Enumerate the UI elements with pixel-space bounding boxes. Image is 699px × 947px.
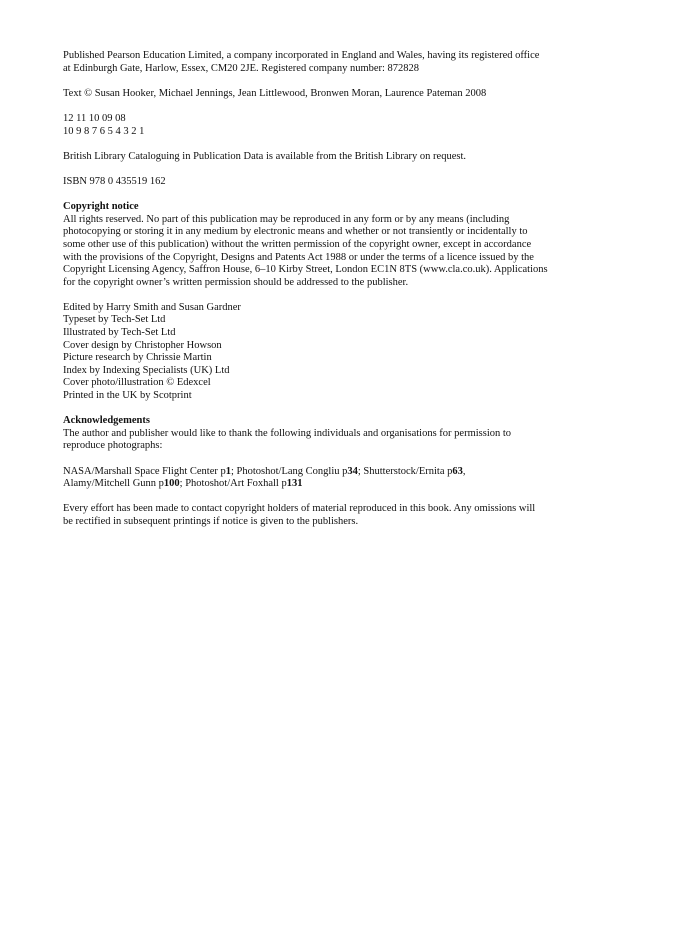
acknowledgements-intro-line: The author and publisher would like to thank the following individuals and organisations for permission to: [63, 427, 512, 439]
credit-line: Index by Indexing Specialists (UK) Ltd: [63, 364, 230, 376]
photo-credit-page: 63: [452, 465, 463, 477]
photo-credit: [63, 466, 237, 477]
photo-credit-page: 131: [286, 478, 303, 490]
credit-line: Printed in the UK by Scotprint: [63, 390, 192, 402]
acknowledgements: [63, 415, 623, 453]
publisher-info: [63, 50, 623, 75]
photo-credit-source: Shutterstock/Ernita p: [363, 465, 453, 477]
copyright-notice-line: All rights reserved. No part of this publication may be reproduced in any form or by any means (including: [63, 213, 510, 225]
credit-line: Picture research by Chrissie Martin: [63, 352, 212, 364]
publisher-line: Published Pearson Education Limited, a company incorporated in England and Wales, having its registered office: [63, 50, 540, 61]
photo-credit-separator: ,: [462, 465, 466, 477]
photo-credits: [63, 466, 623, 491]
printing-years: 12 11 10 09 08: [63, 112, 126, 124]
photo-credit-separator: ;: [179, 478, 186, 490]
disclaimer-line: be rectified in subsequent printings if notice is given to the publishers.: [63, 515, 359, 527]
acknowledgements-heading: Acknowledgements: [63, 415, 150, 427]
copyright-notice-line: for the copyright owner’s written permission should be addressed to the publisher.: [63, 276, 409, 288]
cip-statement: [63, 151, 623, 164]
copyright-notice-line: with the provisions of the Copyright, Designs and Patents Act 1988 or under the terms of a licence issued by the: [63, 251, 534, 263]
photo-credit: [363, 466, 465, 477]
cip-line: British Library Cataloguing in Publication Data is available from the British Library on request.: [63, 150, 466, 162]
photo-credit-page: 100: [163, 478, 180, 490]
photo-credit-source: Photoshot/Art Foxhall p: [185, 478, 287, 490]
photo-credit-separator: ;: [357, 465, 364, 477]
photo-credit-source: NASA/Marshall Space Flight Center p: [63, 465, 226, 477]
credit-line: Cover design by Christopher Howson: [63, 339, 222, 351]
credit-line: Cover photo/illustration © Edexcel: [63, 377, 211, 389]
photo-credit-source: Alamy/Mitchell Gunn p: [63, 478, 164, 490]
credit-line: Typeset by Tech-Set Ltd: [63, 314, 166, 326]
isbn-line: ISBN 978 0 435519 162: [63, 175, 166, 187]
copyright-notice-line: Copyright Licensing Agency, Saffron House, 6–10 Kirby Street, London EC1N 8TS (www.cla.co.uk). Applications: [63, 264, 548, 276]
text-copyright: [63, 88, 623, 101]
production-credits: [63, 302, 623, 403]
credit-line: Illustrated by Tech-Set Ltd: [63, 327, 176, 339]
copyright-notice-line: photocopying or storing it in any medium by electronic means and whether or not transiently or incidentally to: [63, 226, 528, 238]
isbn: [63, 176, 623, 189]
photo-credits-line: [63, 478, 623, 491]
copyright-text-block: [63, 50, 623, 541]
acknowledgements-intro-line: reproduce photographs:: [63, 440, 163, 452]
copyright-notice: [63, 201, 623, 289]
printing-numbers: [63, 113, 623, 138]
photo-credit-separator: ;: [230, 465, 237, 477]
photo-credit: [237, 466, 364, 477]
photo-credit-source: Photoshot/Lang Congliu p: [236, 465, 348, 477]
photo-credit-page: 34: [347, 465, 358, 477]
credit-line: Edited by Harry Smith and Susan Gardner: [63, 301, 241, 313]
disclaimer: [63, 503, 623, 528]
disclaimer-line: Every effort has been made to contact copyright holders of material reproduced in this book. Any omissions will: [63, 503, 536, 515]
photo-credit: [63, 478, 185, 489]
photo-credit: [185, 478, 302, 489]
copyright-notice-line: some other use of this publication) without the written permission of the copyright owner, except in accordance: [63, 238, 532, 250]
copyright-notice-heading: Copyright notice: [63, 201, 139, 213]
publisher-line: at Edinburgh Gate, Harlow, Essex, CM20 2JE. Registered company number: 872828: [63, 62, 420, 74]
printing-impressions: 10 9 8 7 6 5 4 3 2 1: [63, 125, 145, 137]
text-copyright-line: Text © Susan Hooker, Michael Jennings, Jean Littlewood, Bronwen Moran, Laurence Pateman 2008: [63, 87, 487, 99]
photo-credits-line: [63, 466, 623, 479]
photo-credit-page: 1: [225, 465, 231, 477]
